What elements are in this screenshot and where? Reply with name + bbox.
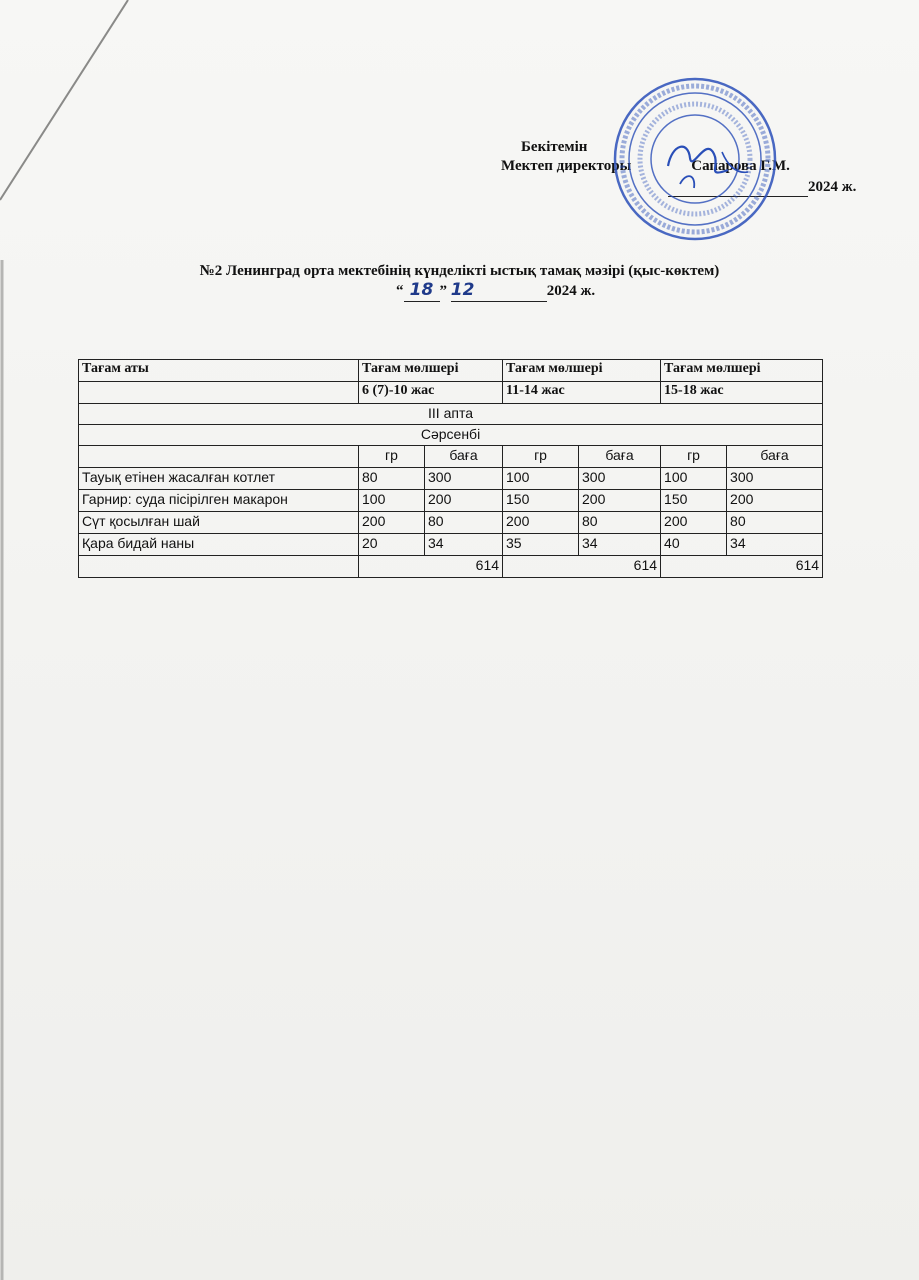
- age-group-3: 15-18 жас: [661, 382, 823, 404]
- unit-cell: гр: [359, 446, 425, 468]
- value-cell: 80: [579, 512, 661, 534]
- table-row: [79, 512, 823, 534]
- school-seal-stamp: [610, 74, 780, 244]
- director-title: Мектеп директоры: [501, 158, 632, 174]
- dish-name: Тауық етінен жасалған котлет: [79, 468, 359, 490]
- total-group-3: 614: [661, 556, 823, 578]
- unit-cell: баға: [579, 446, 661, 468]
- value-cell: 300: [727, 468, 823, 490]
- header-portion-group-1: Тағам мөлшері: [359, 360, 503, 382]
- value-cell: 200: [579, 490, 661, 512]
- table-row: [79, 468, 823, 490]
- table-day-row: [79, 425, 823, 446]
- table-age-row: [79, 382, 823, 404]
- unit-cell: гр: [661, 446, 727, 468]
- date-day: 18: [409, 280, 434, 300]
- menu-table: [78, 359, 823, 578]
- value-cell: 40: [661, 534, 727, 556]
- unit-cell: гр: [503, 446, 579, 468]
- value-cell: 200: [425, 490, 503, 512]
- value-cell: 150: [503, 490, 579, 512]
- header-dish-name: Тағам аты: [79, 360, 359, 382]
- date-month: 12: [450, 280, 475, 300]
- value-cell: 100: [661, 468, 727, 490]
- day-label: Сәрсенбі: [79, 425, 823, 446]
- value-cell: 34: [425, 534, 503, 556]
- unit-cell: баға: [425, 446, 503, 468]
- empty-cell: [79, 446, 359, 468]
- week-label: III апта: [79, 404, 823, 425]
- header-portion-group-3: Тағам мөлшері: [661, 360, 823, 382]
- value-cell: 200: [727, 490, 823, 512]
- value-cell: 34: [579, 534, 661, 556]
- total-group-1: 614: [359, 556, 503, 578]
- header-portion-group-2: Тағам мөлшері: [503, 360, 661, 382]
- value-cell: 150: [661, 490, 727, 512]
- director-name: Сапарова Г.М.: [691, 158, 790, 174]
- value-cell: 100: [503, 468, 579, 490]
- age-group-1: 6 (7)-10 жас: [359, 382, 503, 404]
- empty-cell: [79, 556, 359, 578]
- table-row: [79, 490, 823, 512]
- dish-name: Қара бидай наны: [79, 534, 359, 556]
- value-cell: 200: [359, 512, 425, 534]
- table-units-row: [79, 446, 823, 468]
- value-cell: 80: [425, 512, 503, 534]
- table-week-row: [79, 404, 823, 425]
- value-cell: 35: [503, 534, 579, 556]
- value-cell: 300: [579, 468, 661, 490]
- value-cell: 100: [359, 490, 425, 512]
- approval-line-approve: Бекітемін: [521, 139, 588, 155]
- value-cell: 300: [425, 468, 503, 490]
- approval-year: 2024 ж.: [808, 179, 857, 195]
- value-cell: 34: [727, 534, 823, 556]
- menu-date: “ 18 ” 12 2024 ж.: [396, 280, 596, 300]
- dish-name: Гарнир: суда пісірілген макарон: [79, 490, 359, 512]
- value-cell: 200: [661, 512, 727, 534]
- document-title: №2 Ленинград орта мектебінің күнделікті ыстық тамақ мәзірі (қыс-көктем): [199, 263, 720, 279]
- date-year: 2024 ж.: [546, 283, 596, 299]
- unit-cell: баға: [727, 446, 823, 468]
- value-cell: 80: [727, 512, 823, 534]
- dish-name: Сүт қосылған шай: [79, 512, 359, 534]
- table-header-row: [79, 360, 823, 382]
- table-row: [79, 534, 823, 556]
- value-cell: 200: [503, 512, 579, 534]
- value-cell: 20: [359, 534, 425, 556]
- empty-cell: [79, 382, 359, 404]
- value-cell: 80: [359, 468, 425, 490]
- total-group-2: 614: [503, 556, 661, 578]
- table-total-row: [79, 556, 823, 578]
- age-group-2: 11-14 жас: [503, 382, 661, 404]
